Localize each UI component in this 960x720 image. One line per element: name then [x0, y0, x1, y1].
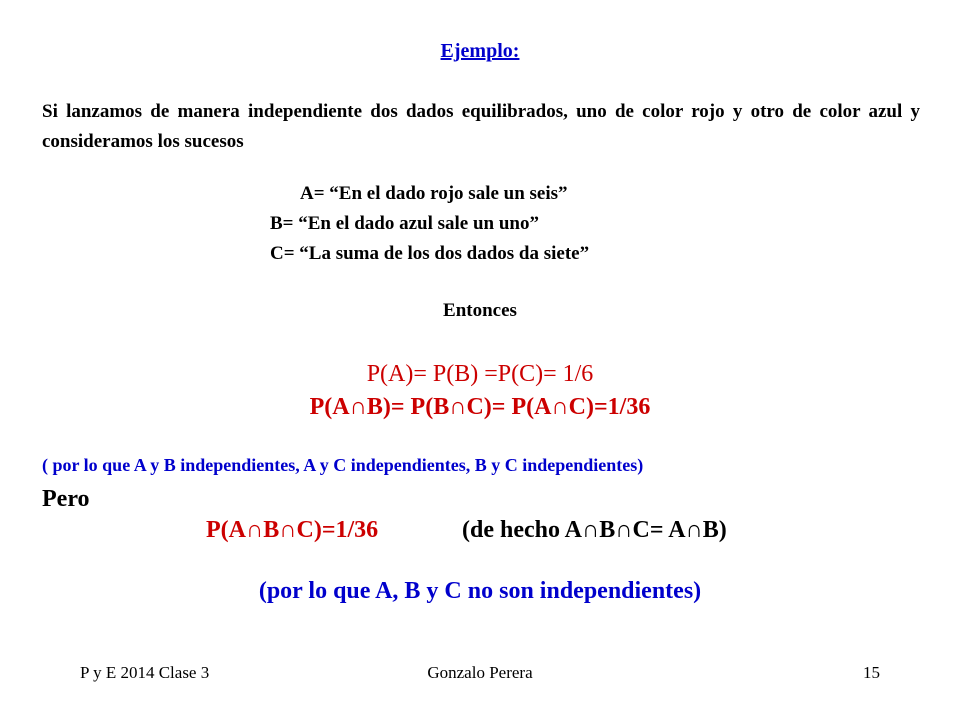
footer-author: Gonzalo Perera [427, 663, 533, 682]
equation-triple-note: (de hecho A∩B∩C= A∩B) [462, 517, 727, 543]
slide-title: Ejemplo: [440, 40, 520, 62]
conclusion: (por lo que A, B y C no son independientes) [258, 578, 702, 604]
equation-triple-intersection: P(A∩B∩C)=1/36 [206, 517, 379, 543]
footer-course: P y E 2014 Clase 3 [80, 663, 210, 682]
note-pairwise-independence: ( por lo que A y B independientes, A y C independientes, B y C independientes) [42, 455, 644, 475]
footer-page-number: 15 [863, 663, 880, 682]
event-c: C= “La suma de los dos dados da siete” [270, 243, 590, 264]
pero-label: Pero [42, 486, 90, 512]
event-a: A= “En el dado rojo sale un seis” [300, 183, 568, 204]
intro-paragraph: Si lanzamos de manera independiente dos dados equilibrados, uno de color rojo y otro de color azul y consideramos los sucesos [42, 101, 920, 152]
equation-pairwise-intersections: P(A∩B)= P(B∩C)= P(A∩C)=1/36 [309, 394, 651, 420]
event-b: B= “En el dado azul sale un uno” [270, 213, 539, 234]
entonces-label: Entonces [443, 300, 517, 321]
equation-probabilities: P(A)= P(B) =P(C)= 1/6 [366, 361, 594, 387]
